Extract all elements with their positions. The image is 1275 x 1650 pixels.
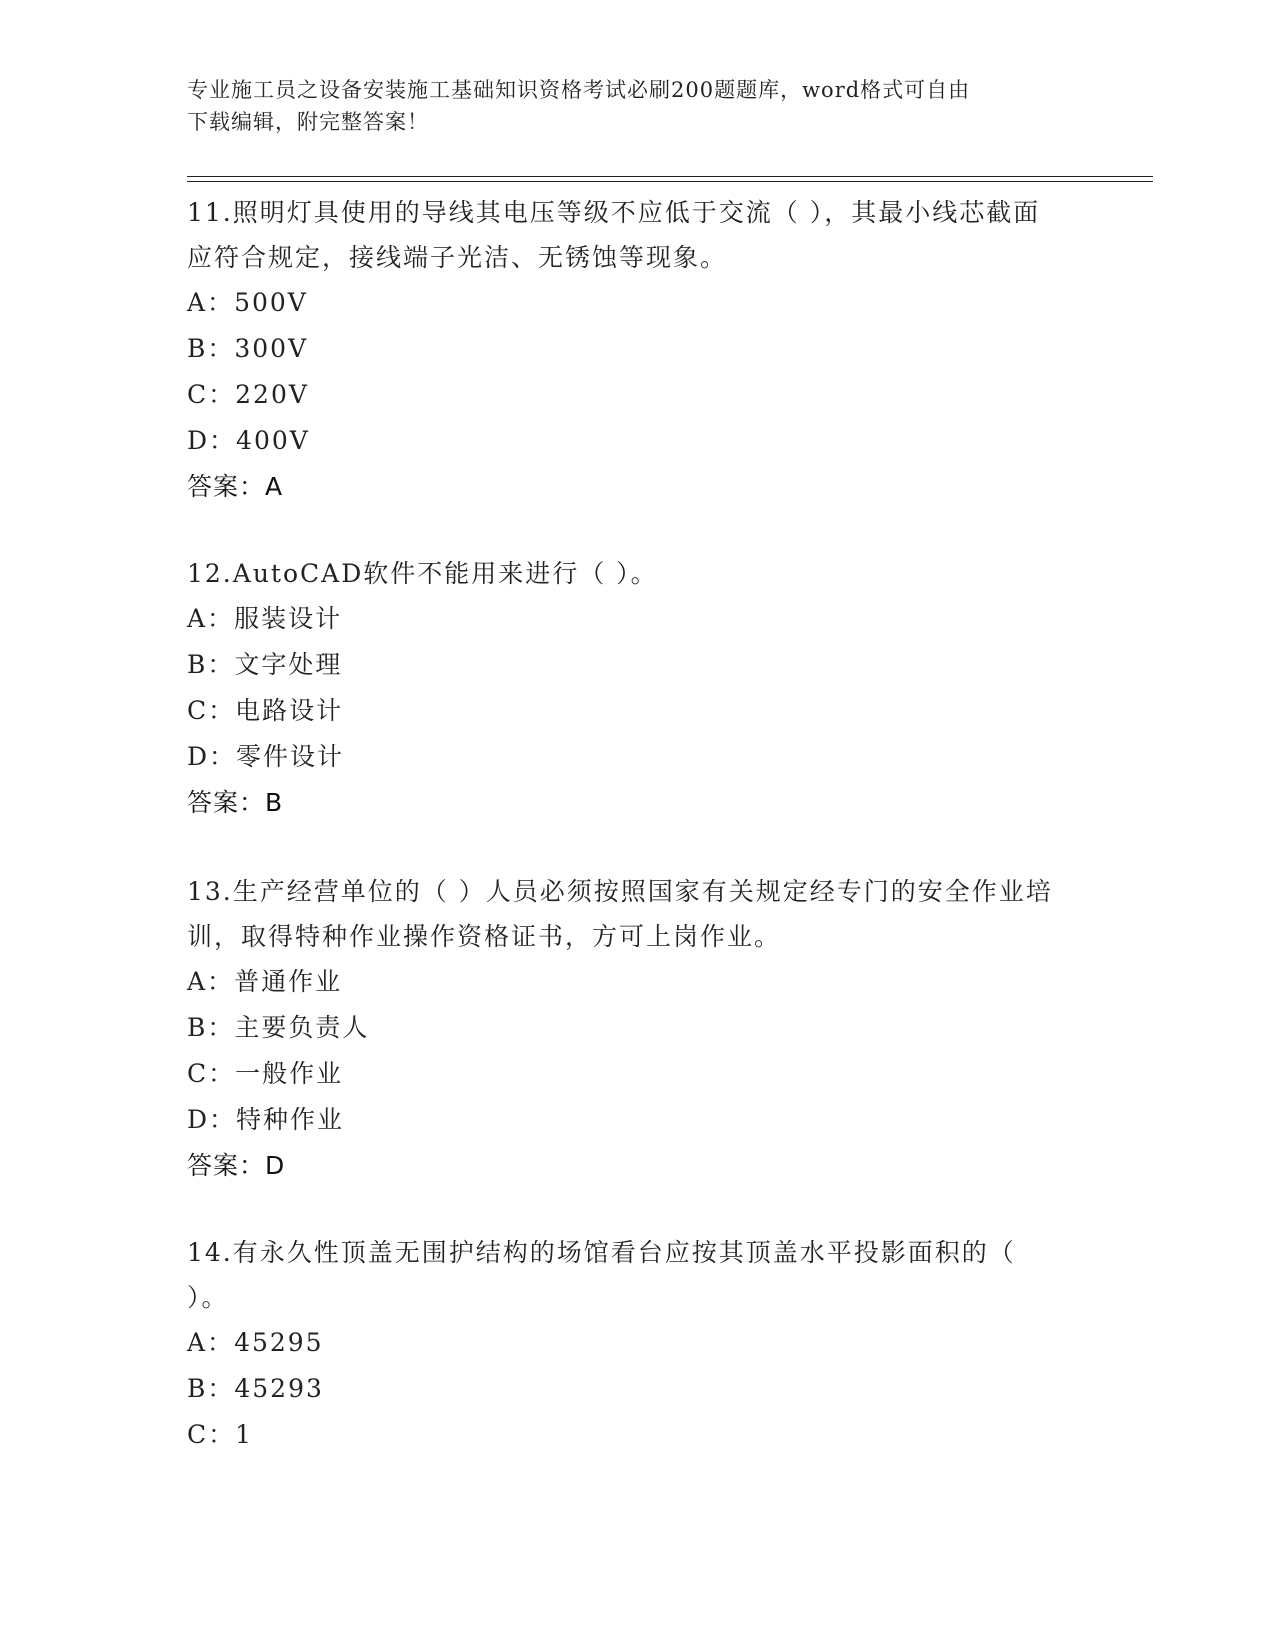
- option-letter: B：: [187, 1374, 235, 1403]
- option-letter: B：: [187, 650, 235, 679]
- option-text: 一般作业: [235, 1059, 344, 1088]
- option-a: [187, 280, 1067, 326]
- option-b: [187, 642, 1067, 688]
- question-12: [187, 551, 1067, 826]
- option-d: [187, 1097, 1067, 1143]
- option-text: 500V: [234, 288, 308, 317]
- option-letter: A：: [187, 1328, 235, 1357]
- option-b: [187, 1005, 1067, 1051]
- option-b: [187, 326, 1067, 372]
- option-letter: A：: [187, 604, 235, 633]
- option-text: 400V: [236, 426, 310, 455]
- question-13: [187, 869, 1067, 1189]
- option-text: 零件设计: [236, 742, 345, 771]
- option-a: [187, 596, 1067, 642]
- option-letter: D：: [187, 1105, 237, 1134]
- option-letter: C：: [187, 1420, 236, 1449]
- option-text: 220V: [235, 380, 309, 409]
- option-a: [187, 959, 1067, 1005]
- option-text: 电路设计: [235, 696, 344, 725]
- option-b: [187, 1366, 1067, 1412]
- answer-text: 答案：B: [187, 788, 284, 817]
- option-d: [187, 734, 1067, 780]
- option-text: 45293: [234, 1374, 324, 1403]
- option-c: [187, 372, 1067, 418]
- question-stem: 14.有永久性顶盖无围护结构的场馆看台应按其顶盖水平投影面积的（ ）。: [187, 1238, 1016, 1312]
- option-c: [187, 688, 1067, 734]
- header-line-2: 下载编辑，附完整答案！: [187, 110, 429, 134]
- answer-text: 答案：A: [187, 472, 284, 501]
- question-stem: 11.照明灯具使用的导线其电压等级不应低于交流（ ），其最小线芯截面应符合规定，接线端子光洁、无锈蚀等现象。: [187, 198, 1041, 272]
- document-header: [187, 74, 1067, 138]
- option-letter: C：: [187, 380, 236, 409]
- answer-text: 答案：D: [187, 1151, 286, 1180]
- option-d: [187, 418, 1067, 464]
- header-line-1: 专业施工员之设备安装施工基础知识资格考试必刷200题题库，word格式可自由: [187, 78, 971, 102]
- option-text: 服装设计: [234, 604, 343, 633]
- option-text: 文字处理: [234, 650, 343, 679]
- option-letter: A：: [187, 288, 235, 317]
- option-letter: B：: [187, 334, 235, 363]
- option-text: 特种作业: [236, 1105, 345, 1134]
- option-letter: D：: [187, 426, 237, 455]
- option-text: 45295: [234, 1328, 324, 1357]
- question-14: [187, 1230, 1067, 1458]
- question-stem: 13.生产经营单位的（ ）人员必须按照国家有关规定经专门的安全作业培训，取得特种作业操作资格证书，方可上岗作业。: [187, 877, 1053, 951]
- option-c: [187, 1412, 1067, 1458]
- option-letter: A：: [187, 967, 235, 996]
- question-stem: 12.AutoCAD软件不能用来进行（ ）。: [187, 559, 658, 588]
- option-c: [187, 1051, 1067, 1097]
- option-text: 主要负责人: [234, 1013, 370, 1042]
- option-text: 1: [235, 1420, 254, 1449]
- option-letter: C：: [187, 696, 236, 725]
- option-letter: C：: [187, 1059, 236, 1088]
- option-letter: B：: [187, 1013, 235, 1042]
- question-11: [187, 190, 1067, 510]
- header-divider-top: [187, 176, 1153, 177]
- header-divider-bottom: [187, 181, 1153, 182]
- option-a: [187, 1320, 1067, 1366]
- option-text: 普通作业: [234, 967, 343, 996]
- option-text: 300V: [234, 334, 309, 363]
- option-letter: D：: [187, 742, 237, 771]
